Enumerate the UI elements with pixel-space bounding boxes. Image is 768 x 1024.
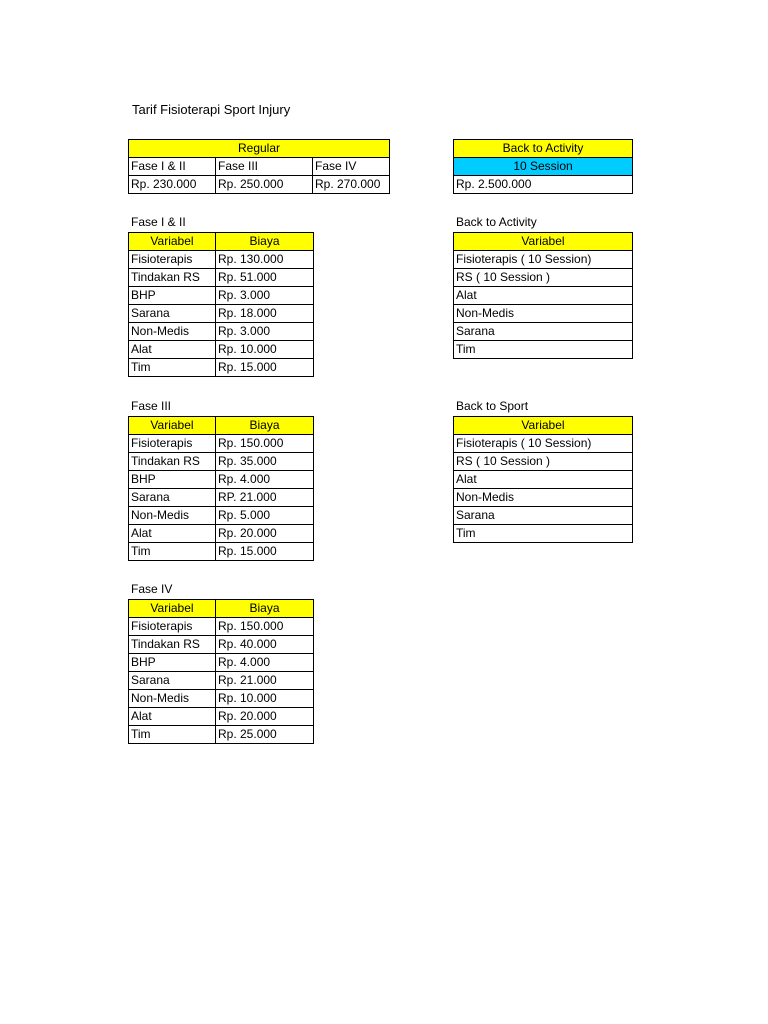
table-row-variabel: Tim [129,359,216,377]
back-to-sport-heading: Back to Sport [456,399,529,413]
table-row-biaya: Rp. 3.000 [216,323,314,341]
table-row-biaya: Rp. 4.000 [216,471,314,489]
table-row-biaya: Rp. 15.000 [216,543,314,561]
list-item: Alat [454,471,633,489]
table-row-variabel: Non-Medis [129,507,216,525]
table-row-variabel: Non-Medis [129,323,216,341]
table-row-biaya: Rp. 4.000 [216,654,314,672]
page-title: Tarif Fisioterapi Sport Injury [132,102,291,117]
col-variabel: Variabel [454,233,633,251]
table-row-variabel: Fisioterapis [129,618,216,636]
fase-4-table [128,599,314,744]
phase-price: Rp. 230.000 [129,176,216,194]
fase-1-2-heading: Fase I & II [131,215,186,229]
regular-header: Regular [129,140,390,158]
fase-1-2-table [128,232,314,377]
col-variabel: Variabel [454,417,633,435]
back-to-activity-table [453,232,633,359]
table-row-variabel: Tindakan RS [129,453,216,471]
list-item: Fisioterapis ( 10 Session) [454,251,633,269]
table-row-biaya: Rp. 150.000 [216,618,314,636]
phase-label: Fase III [216,158,313,176]
list-item: Tim [454,341,633,359]
table-row-variabel: Alat [129,341,216,359]
table-row-biaya: Rp. 51.000 [216,269,314,287]
table-row-biaya: Rp. 130.000 [216,251,314,269]
table-row-variabel: Tindakan RS [129,269,216,287]
fase-3-heading: Fase III [131,399,172,413]
table-row-variabel: Sarana [129,305,216,323]
table-row-biaya: RP. 21.000 [216,489,314,507]
table-row-biaya: Rp. 10.000 [216,690,314,708]
table-row-biaya: Rp. 21.000 [216,672,314,690]
phase-label: Fase I & II [129,158,216,176]
table-row-biaya: Rp. 35.000 [216,453,314,471]
table-row-variabel: Tim [129,543,216,561]
table-row-variabel: Fisioterapis [129,435,216,453]
list-item: Tim [454,525,633,543]
list-item: Sarana [454,507,633,525]
phase-price: Rp. 250.000 [216,176,313,194]
table-row-biaya: Rp. 20.000 [216,708,314,726]
table-row-biaya: Rp. 15.000 [216,359,314,377]
table-row-biaya: Rp. 150.000 [216,435,314,453]
back-to-activity-heading: Back to Activity [456,215,537,229]
table-row-biaya: Rp. 3.000 [216,287,314,305]
fase-4-heading: Fase IV [131,582,173,596]
table-row-biaya: Rp. 40.000 [216,636,314,654]
col-biaya: Biaya [216,233,314,251]
table-row-variabel: Sarana [129,672,216,690]
back-to-activity-header: Back to Activity [454,140,633,158]
table-row-biaya: Rp. 10.000 [216,341,314,359]
col-biaya: Biaya [216,417,314,435]
back-to-sport-table [453,416,633,543]
table-row-biaya: Rp. 25.000 [216,726,314,744]
col-variabel: Variabel [129,600,216,618]
back-to-activity-price-table [453,139,633,194]
list-item: Sarana [454,323,633,341]
list-item: Non-Medis [454,489,633,507]
table-row-variabel: BHP [129,287,216,305]
col-variabel: Variabel [129,417,216,435]
col-variabel: Variabel [129,233,216,251]
table-row-biaya: Rp. 20.000 [216,525,314,543]
table-row-variabel: Non-Medis [129,690,216,708]
table-row-variabel: Fisioterapis [129,251,216,269]
table-row-variabel: Tindakan RS [129,636,216,654]
list-item: RS ( 10 Session ) [454,269,633,287]
fase-3-table [128,416,314,561]
package-price: Rp. 2.500.000 [454,176,633,194]
list-item: Alat [454,287,633,305]
table-row-variabel: Alat [129,525,216,543]
table-row-variabel: Alat [129,708,216,726]
table-row-variabel: BHP [129,654,216,672]
phase-price: Rp. 270.000 [313,176,390,194]
list-item: Non-Medis [454,305,633,323]
table-row-variabel: Tim [129,726,216,744]
table-row-biaya: Rp. 5.000 [216,507,314,525]
phase-label: Fase IV [313,158,390,176]
col-biaya: Biaya [216,600,314,618]
table-row-variabel: Sarana [129,489,216,507]
list-item: Fisioterapis ( 10 Session) [454,435,633,453]
list-item: RS ( 10 Session ) [454,453,633,471]
table-row-biaya: Rp. 18.000 [216,305,314,323]
regular-price-table [128,139,390,194]
session-label: 10 Session [454,158,633,176]
table-row-variabel: BHP [129,471,216,489]
